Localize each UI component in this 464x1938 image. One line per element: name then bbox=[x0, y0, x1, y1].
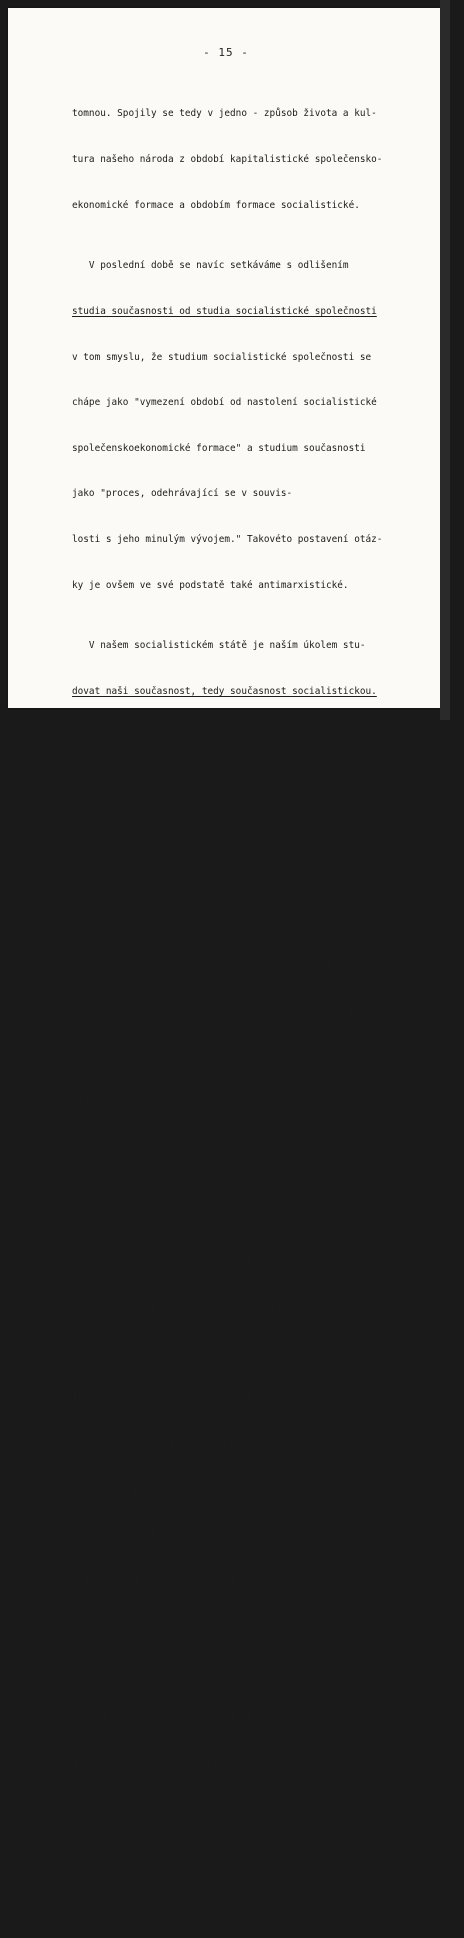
document-page bbox=[8, 8, 444, 1906]
page-edge-shadow bbox=[440, 0, 450, 720]
body-text bbox=[72, 76, 412, 1938]
text-line: obecné současnosti od problematiky etnografie období bbox=[72, 777, 366, 789]
text-line: jako "proces, odehrávající se v souvis- bbox=[72, 488, 293, 500]
text-line: navazuje na minulost, nezkoumá kontinuitu. Vždyť socia- bbox=[72, 1301, 383, 1313]
text-line: případ vývoje, nikoli však jako zákonitý výsledek a bbox=[72, 913, 360, 925]
text-line: studium socialistického období nemá navazovat a ne- bbox=[72, 1256, 360, 1268]
text-line: tradic atd. v jejich etnických formách nevznikají jen bbox=[72, 1393, 372, 1405]
text-line: V poslední době se navíc setkáváme s odlišením bbox=[72, 260, 349, 272]
text-line: losti s jeho minulým vývojem." Takovéto postavení otáz- bbox=[72, 533, 383, 545]
text-line: chápe jako "vymezení období od nastolení socialistické bbox=[72, 397, 377, 409]
paragraph-gap bbox=[72, 1155, 412, 1163]
text-line: po určitou dobu zůstává nadále např. "nejen buržoasní bbox=[72, 1529, 372, 1541]
text-line: ky je ovšem ve své podstatě také antimarxistické. bbox=[72, 579, 349, 591]
text-line: totiž tato formace sama o sobě jako jakýsi soukromý bbox=[72, 868, 360, 880]
text-line: vyústění vývoje společnosti, jako důsledek antagonis bbox=[72, 959, 366, 971]
text-line-underlined: studia současnosti od studia socialistické společnosti bbox=[72, 305, 377, 317]
text-line: tomnou. Spojily se tedy v jedno - způsob života a kul- bbox=[72, 108, 377, 120]
text-line: tura našeho národa z období kapitalistické společensko- bbox=[72, 154, 383, 165]
text-line: Tím, že se odděluje problematika etnografie jakési bbox=[72, 731, 355, 743]
text-line: ní. Jde tedy o to, že právě tento vývoj máme zkoumat, bbox=[72, 1712, 372, 1724]
text-line: společenskoekonomické formace" a studium současnosti bbox=[72, 442, 366, 454]
text-line: časně vidět "pozůstatky starého v novém" (Lenin), aby- bbox=[72, 1803, 377, 1815]
text-line: v tom smyslu, že studium socialistické společnosti se bbox=[72, 351, 372, 363]
text-line: kladu. bbox=[72, 1096, 106, 1108]
text-line-underlined: dovat naši současnost, tedy současnost socialistickou. bbox=[72, 685, 377, 697]
text-line: V našem socialistickém státě je naším úkolem stu- bbox=[72, 640, 366, 652]
text-line: tických třídních rozporů a bojů v kapitalistické for- bbox=[72, 1005, 372, 1017]
text-line: Pochopitelně neexistuje důvod pro tvrzení, že bbox=[72, 1210, 343, 1222]
text-line: maci a jako důsledek vyvrcholení jejího vnitřního roz- bbox=[72, 1050, 377, 1062]
page-number: - 15 - bbox=[203, 46, 249, 59]
text-line: dialektický vývoj jevů, prvky nového ve starém, a sou- bbox=[72, 1757, 377, 1769]
text-line: chom odhalovali nedostatky a pomohli svými vědeckými bbox=[72, 1849, 366, 1860]
text-line: působení komunistické ideologie jako ideologie státní. bbox=[72, 1666, 377, 1678]
text-line: p o , ale daleko d o uskutečnění socialistické revo- bbox=[72, 1438, 366, 1450]
text-line: poznatky v boji proti starému. bbox=[72, 1894, 242, 1906]
text-line: socialistické společenskoekonomické formace, staví se bbox=[72, 822, 372, 834]
text-line: ekonomické formace a obdobím formace socialistické. bbox=[72, 199, 360, 211]
text-line: listické rysy způsobu života, kulturních a revolučních bbox=[72, 1347, 377, 1359]
text-line: právo, nýbrž i buržoasní stát - bez buržoasie" (Lenin). bbox=[72, 1575, 383, 1587]
text-line: luce. Také po této revoluci, v první fázi komunismu, bbox=[72, 1484, 366, 1496]
text-line: A totéž se týká i ostatní nadstavby - ovšem již za bbox=[72, 1621, 355, 1633]
